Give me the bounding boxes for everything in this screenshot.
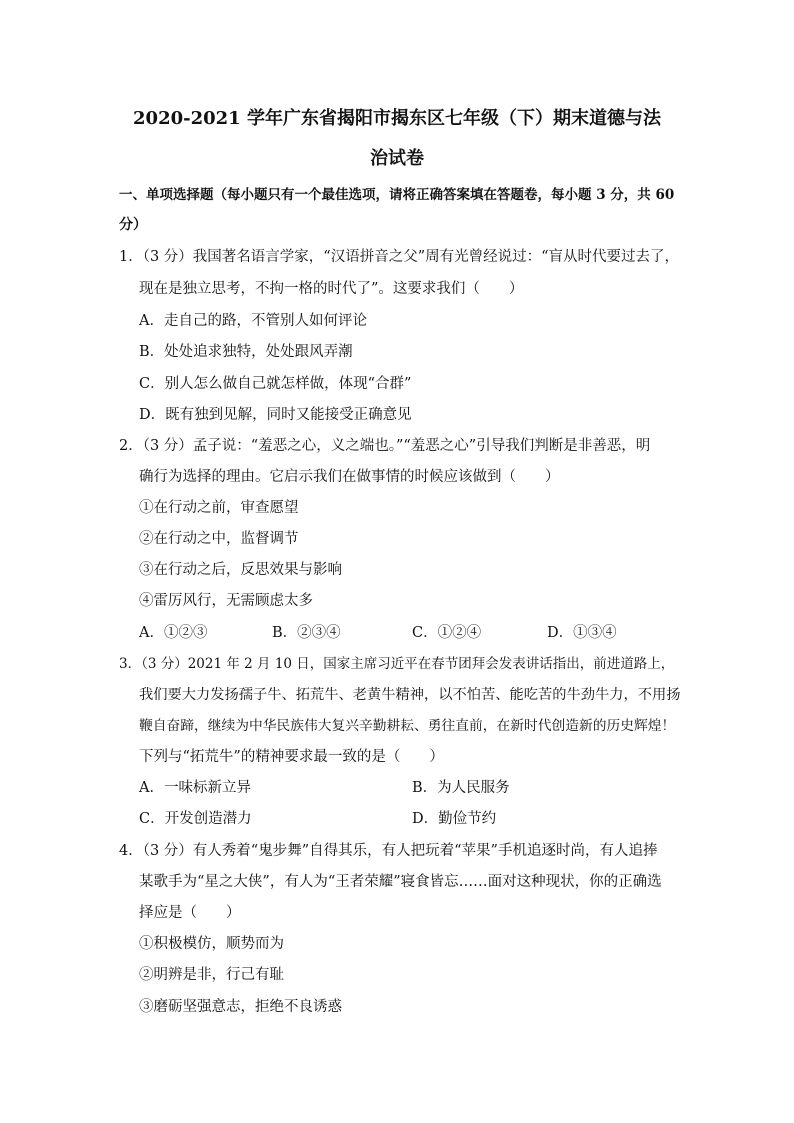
exam-title-line-2: 治试卷 [370,148,424,169]
question-3-line-4: 下列与“拓荒牛”的精神要求最一致的是（ ） [139,749,444,765]
question-2-line-2: 确行为选择的理由。它启示我们在做事情的时候应该做到（ ） [139,469,560,485]
question-2-line-1: 2．（3 分）孟子说：“羞恶之心，义之端也。”“羞恶之心”引导我们判断是非善恶，明 [119,438,651,454]
question-2-item-1: ①在行动之前，审查愿望 [139,500,299,516]
question-1-option-b: B．处处追求独特，处处跟风弄潮 [139,344,353,360]
question-2-item-3: ③在行动之后，反思效果与影响 [139,562,342,578]
question-1-option-c: C．别人怎么做自己就怎样做，体现“合群” [139,376,412,392]
question-3-option-c: C．开发创造潜力 [139,811,252,827]
question-3-line-1: 3．（3 分）2021 年 2 月 10 日，国家主席习近平在春节团拜会发表讲话指出，前进道路上， [119,656,675,672]
question-2-option-c: C．①②④ [412,625,482,641]
question-4-item-3: ③磨砺坚强意志，拒绝不良诱惑 [139,999,342,1015]
question-4-line-1: 4．（3 分）有人秀着“鬼步舞”自得其乐，有人把玩着“苹果”手机追逐时尚，有人追捧 [119,843,658,859]
section-heading-line-1: 一、单项选择题（每小题只有一个最佳选项，请将正确答案填在答题卷，每小题 3 分，共 60 [119,187,675,203]
question-3-option-b: B．为人民服务 [412,780,510,796]
question-4-item-1: ①积极模仿，顺势而为 [139,936,284,952]
question-2-item-4: ④雷厉风行，无需顾虑太多 [139,593,313,609]
question-2-option-b: B．②③④ [272,625,341,641]
question-4-line-3: 择应是（ ） [139,905,241,921]
question-3-option-a: A．一味标新立异 [139,780,251,796]
question-3-line-3: 鞭自奋蹄，继续为中华民族伟大复兴辛勤耕耘、勇往直前，在新时代创造新的历史辉煌！ [139,718,676,734]
question-4-item-2: ②明辨是非，行己有耻 [139,967,284,983]
section-heading-line-2: 分） [119,217,147,233]
question-1-option-a: A．走自己的路，不管别人如何评论 [139,313,367,329]
question-4-line-2: 某歌手为“星之大侠”，有人为“王者荣耀”寝食皆忘……面对这种现状，你的正确选 [139,874,662,890]
question-2-option-a: A．①②③ [139,625,208,641]
question-2-option-d: D．①③④ [547,625,617,641]
question-3-line-2: 我们要大力发扬孺子牛、拓荒牛、老黄牛精神，以不怕苦、能吃苦的牛劲牛力，不用扬 [139,687,681,703]
question-1-line-2: 现在是独立思考，不拘一格的时代了”。这要求我们（ ） [139,281,524,297]
question-1-option-d: D．既有独到见解，同时又能接受正确意见 [139,407,412,423]
question-1-line-1: 1．（3 分）我国著名语言学家，“汉语拼音之父”周有光曾经说过：“盲从时代要过去了， [119,249,680,265]
exam-title-line-1: 2020-2021 学年广东省揭阳市揭东区七年级（下）期末道德与法 [133,108,661,129]
question-3-option-d: D．勤俭节约 [412,811,497,827]
question-2-item-2: ②在行动之中，监督调节 [139,531,299,547]
